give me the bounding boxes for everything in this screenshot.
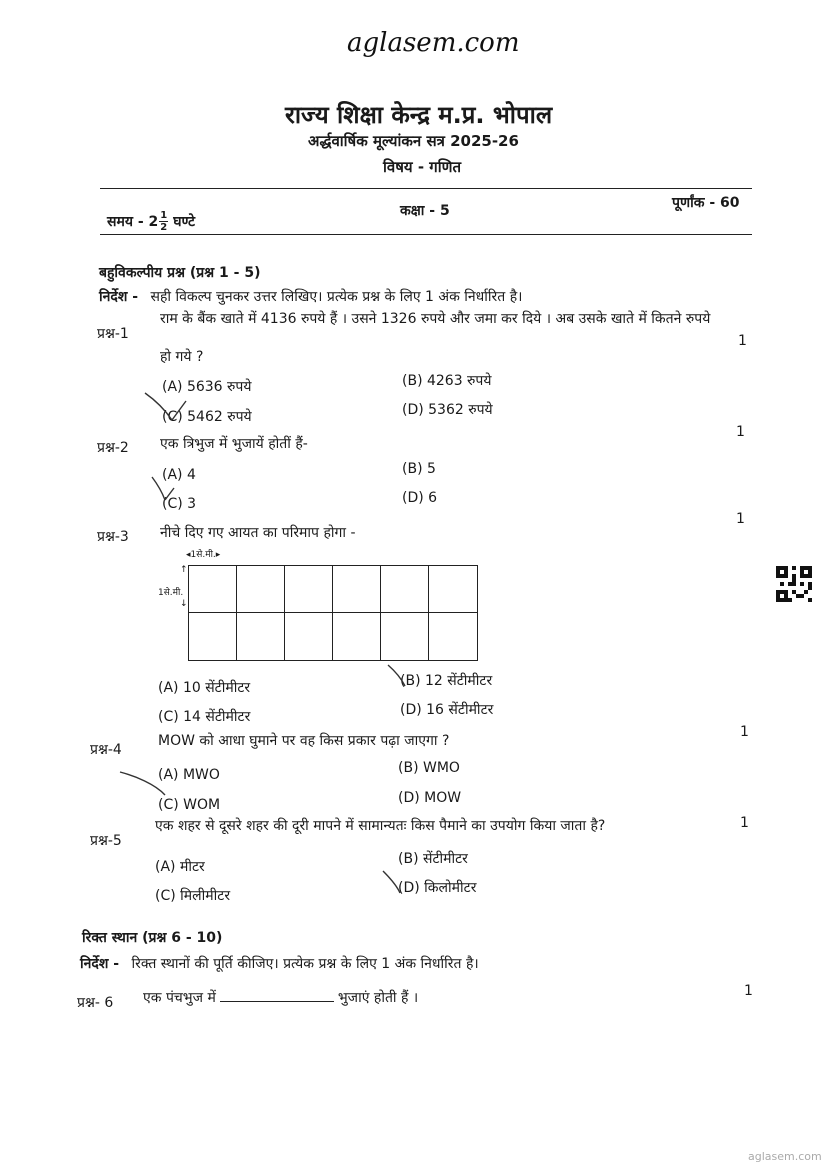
q2-option-b: (B) 5 (402, 461, 436, 477)
q6-marks: 1 (744, 983, 753, 999)
tick-q3-b (388, 665, 405, 686)
q5-option-a: (A) मीटर (155, 859, 205, 875)
q5-marks: 1 (740, 815, 749, 831)
figure-side-arrow: ↓ (180, 599, 188, 609)
q4-text: MOW को आधा घुमाने पर वह किस प्रकार पढ़ा जाएगा ? (158, 733, 450, 749)
mcq-section-title: बहुविकल्पीय प्रश्न (प्रश्न 1 - 5) (99, 265, 261, 281)
q4-marks: 1 (740, 724, 749, 740)
tick-q1-c (145, 393, 186, 420)
q2-option-c: (C) 3 (162, 496, 197, 512)
q4-label: प्रश्न-4 (90, 742, 122, 758)
q1-option-b: (B) 4263 रुपये (402, 373, 492, 389)
q4-option-a: (A) MWO (158, 767, 220, 783)
tick-q2-c (152, 477, 174, 500)
q1-text-line2: हो गये ? (160, 349, 204, 365)
q6-text: एक पंचभुज में भुजाएं होती हैं । (143, 990, 419, 1006)
q3-text: नीचे दिए गए आयत का परिमाप होगा - (160, 525, 356, 541)
q5-option-d: (D) किलोमीटर (398, 880, 477, 896)
qr-code-icon (776, 566, 812, 602)
q2-option-a: (A) 4 (162, 467, 196, 483)
q4-option-d: (D) MOW (398, 790, 462, 806)
q1-marks: 1 (738, 333, 747, 349)
q1-text-line1: राम के बैंक खाते में 4136 रुपये हैं । उसने 1326 रुपये और जमा कर दिये । अब उसके खाते में कितने रुपये (160, 311, 711, 327)
q5-label: प्रश्न-5 (90, 833, 122, 849)
q5-option-b: (B) सेंटीमीटर (398, 851, 468, 867)
q3-option-b: (B) 12 सेंटीमीटर (400, 673, 493, 689)
q5-text: एक शहर से दूसरे शहर की दूरी मापने में सामान्यतः किस पैमाने का उपयोग किया जाता है? (155, 818, 606, 834)
org-title: राज्य शिक्षा केन्द्र म.प्र. भोपाल (285, 101, 553, 129)
q4-option-b: (B) WMO (398, 760, 460, 776)
q2-text: एक त्रिभुज में भुजायें होतीं हैं- (160, 436, 308, 452)
q2-marks: 1 (736, 424, 745, 440)
figure-side-dimension: ↑ (180, 565, 188, 575)
q1-option-d: (D) 5362 रुपये (402, 402, 493, 418)
max-marks-label: पूर्णांक - 60 (672, 195, 740, 211)
q2-label: प्रश्न-2 (97, 440, 129, 456)
fill-instruction: निर्देश - रिक्त स्थानों की पूर्ति कीजिए। प्रत्येक प्रश्न के लिए 1 अंक निर्धारित है। (80, 956, 479, 972)
q6-label: प्रश्न- 6 (77, 995, 114, 1011)
q2-option-d: (D) 6 (402, 490, 438, 506)
figure-top-dimension: ◂1से.मी.▸ (186, 550, 221, 560)
q3-option-a: (A) 10 सेंटीमीटर (158, 680, 251, 696)
q3-option-c: (C) 14 सेंटीमीटर (158, 709, 251, 725)
figure-side-label: 1से.मी. (158, 588, 184, 598)
q1-option-a: (A) 5636 रुपये (162, 379, 252, 395)
q1-label: प्रश्न-1 (97, 326, 129, 342)
q5-option-c: (C) मिलीमीटर (155, 888, 231, 904)
subject-title: विषय - गणित (383, 158, 461, 176)
tick-q5-d (383, 871, 400, 893)
q1-option-c: (C) 5462 रुपये (162, 409, 252, 425)
q3-label: प्रश्न-3 (97, 529, 129, 545)
site-watermark-header: aglasem.com (347, 28, 520, 58)
time-label: समय - 2 1 2 घण्टे (107, 210, 196, 233)
fill-section-title: रिक्त स्थान (प्रश्न 6 - 10) (82, 930, 223, 946)
tick-q4-c (120, 772, 165, 795)
q3-option-d: (D) 16 सेंटीमीटर (400, 702, 494, 718)
class-label: कक्षा - 5 (400, 203, 450, 219)
exam-title: अर्द्धवार्षिक मूल्यांकन सत्र 2025-26 (308, 132, 519, 150)
footer-watermark: aglasem.com (748, 1150, 822, 1163)
mcq-instruction: निर्देश - सही विकल्प चुनकर उत्तर लिखिए। प्रत्येक प्रश्न के लिए 1 अंक निर्धारित है। (99, 289, 523, 305)
q3-marks: 1 (736, 511, 745, 527)
q4-option-c: (C) WOM (158, 797, 221, 813)
